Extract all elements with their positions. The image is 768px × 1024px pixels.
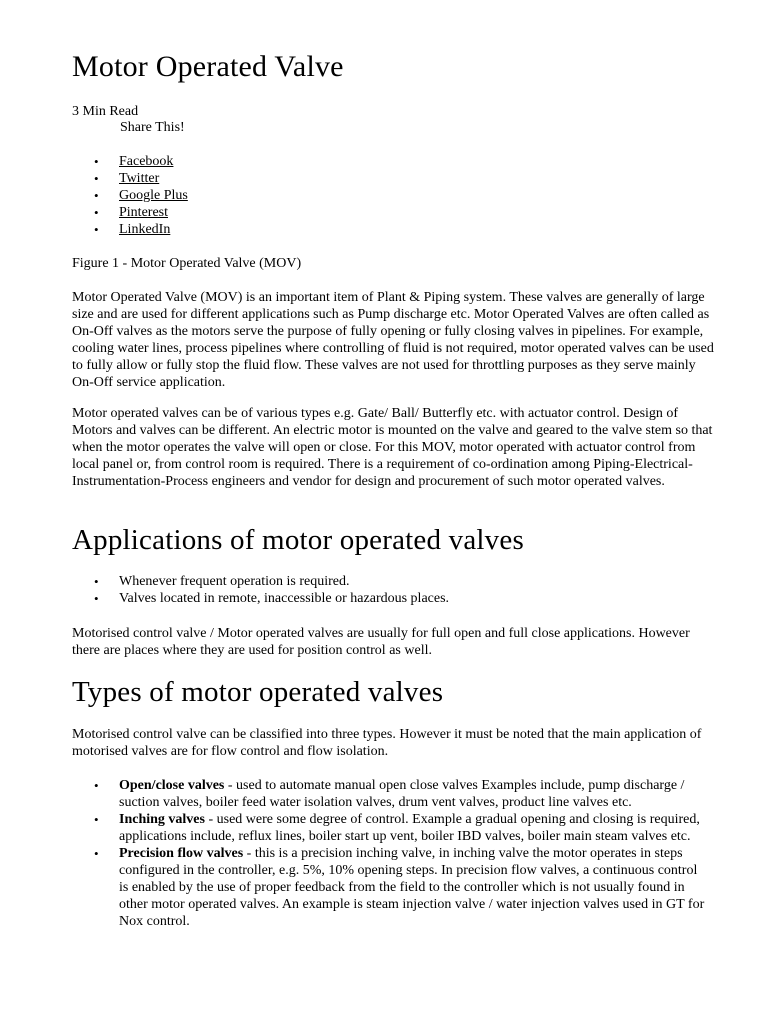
list-item: • Whenever frequent operation is required. <box>72 573 449 590</box>
type-description: - used were some degree of control. Example a gradual opening and closing is required, applications include, reflux lines, boiler start up vent, boiler IBD valves, boiler main steam valves etc. <box>119 812 700 844</box>
share-item-facebook <box>72 153 188 170</box>
intro-paragraph-1: Motor Operated Valve (MOV) is an important item of Plant & Piping system. These valves are generally of large size and are used for different applications such as Pump discharge etc. Motor Operated Valves are often called as On-Off valves as the motors serve the purpose of fully opening or fully closing valves in pipelines. For example, cooling water lines, process pipelines where controlling of fluid is not required, motor operated valves can be used to fully allow or fully stop the fluid flow. These valves are not used for throttling purposes as they serve mainly On-Off service application. <box>72 290 714 390</box>
type-term: Precision flow valves <box>119 846 244 861</box>
google-plus-link[interactable]: Google Plus <box>119 188 188 203</box>
applications-heading: Applications of motor operated valves <box>72 524 524 556</box>
facebook-link[interactable]: Facebook <box>119 154 174 169</box>
type-item-precision-flow <box>72 845 709 930</box>
share-label: Share This! <box>120 120 185 135</box>
type-description: - this is a precision inching valve, in inching valve the motor operates in steps configured in the controller, e.g. 5%, 10% opening steps. In precision flow valves, a continuous control is enabled by the use of proper feedback from the field to the controller which is not usually found in other motor operated valves. An example is steam injection valve / water injection valves used in GT for Nox control. <box>119 846 705 929</box>
applications-list <box>72 573 449 607</box>
type-term: Inching valves <box>119 812 205 827</box>
share-item-pinterest <box>72 204 188 221</box>
type-item-inching <box>72 811 709 845</box>
twitter-link[interactable]: Twitter <box>119 171 160 186</box>
linkedin-link[interactable]: LinkedIn <box>119 222 171 237</box>
list-item: • Valves located in remote, inaccessible or hazardous places. <box>72 590 449 607</box>
read-time: 3 Min Read <box>72 104 139 119</box>
types-list <box>72 777 709 930</box>
share-item-google-plus <box>72 187 188 204</box>
types-intro: Motorised control valve can be classified into three types. However it must be noted that the main application of motorised valves are for flow control and flow isolation. <box>72 727 702 759</box>
figure-caption: Figure 1 - Motor Operated Valve (MOV) <box>72 256 302 271</box>
share-item-linkedin <box>72 221 188 238</box>
share-item-twitter <box>72 170 188 187</box>
pinterest-link[interactable]: Pinterest <box>119 205 168 220</box>
type-description: - used to automate manual open close valves Examples include, pump discharge / suction valves, boiler feed water isolation valves, drum vent valves, product line valves etc. <box>119 778 685 810</box>
type-term: Open/close valves <box>119 778 225 793</box>
type-item-open-close <box>72 777 709 811</box>
intro-paragraph-2: Motor operated valves can be of various types e.g. Gate/ Ball/ Butterfly etc. with actuator control. Design of Motors and valves can be different. An electric motor is mounted on the valve and geared to the valve stem so that when the motor operates the valve will open or close. For this MOV, motor operated with actuator control from local panel or, from control room is required. There is a requirement of co-ordination among Piping-Electrical-Instrumentation-Process engineers and vendor for design and procurement of such motor operated valves. <box>72 406 713 489</box>
page-title: Motor Operated Valve <box>72 50 344 83</box>
share-links-list <box>72 153 188 238</box>
types-heading: Types of motor operated valves <box>72 676 444 708</box>
applications-paragraph: Motorised control valve / Motor operated valves are usually for full open and full close applications. However there are places where they are used for position control as well. <box>72 626 690 658</box>
